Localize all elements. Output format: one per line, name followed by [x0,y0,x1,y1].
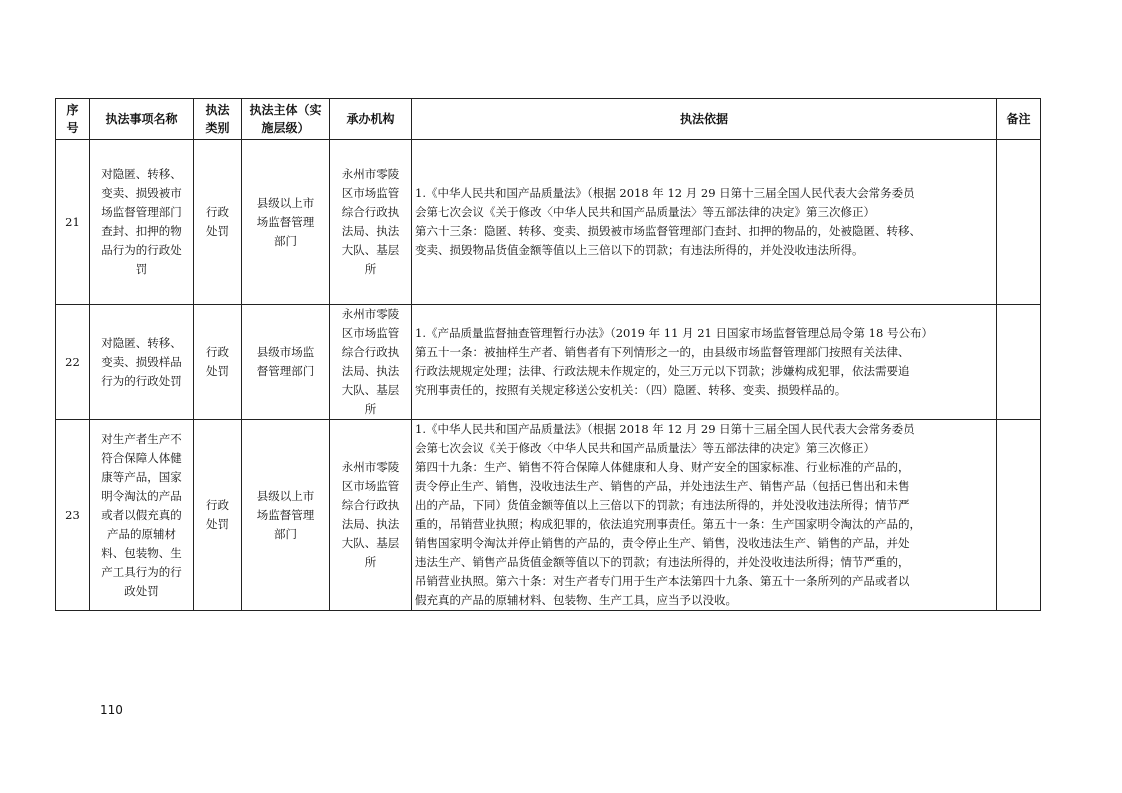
row-note [997,305,1041,420]
basis-line: 会第七次会议《关于修改〈中华人民共和国产品质量法〉等五部法律的决定》第三次修正） [415,441,875,455]
row-category: 行政处罚 [194,420,242,611]
basis-line: 究刑事责任的，按照有关规定移送公安机关：（四）隐匿、转移、变卖、损毁样品的。 [415,383,847,397]
basis-line: 1.《中华人民共和国产品质量法》（根据 2018 年 12 月 29 日第十三届全国人民代表大会常务委员 [415,422,915,436]
basis-line: 1.《中华人民共和国产品质量法》（根据 2018 年 12 月 29 日第十三届全国人民代表大会常务委员 [415,186,915,200]
page-number: 110 [100,703,123,717]
row-no: 23 [56,420,90,611]
header-category: 执法类别 [194,99,242,140]
row-basis [412,140,997,305]
table-row [56,140,1041,305]
basis-line: 销售国家明令淘汰并停止销售的产品的，责令停止生产、销售，没收违法生产、销售的产品，并处 [415,536,910,550]
row-note [997,420,1041,611]
law-enforcement-table [55,98,1041,611]
basis-line: 第六十三条：隐匿、转移、变卖、损毁被市场监督管理部门查封、扣押的物品的，处被隐匿、转移、 [415,224,921,238]
table-row [56,305,1041,420]
row-no: 22 [56,305,90,420]
row-item-name: 对生产者生产不符合保障人体健康等产品，国家明令淘汰的产品或者以假充真的产品的原辅材料、包装物、生产工具行为的行政处罚 [90,420,194,611]
row-agency: 永州市零陵区市场监管综合行政执法局、执法大队、基层所 [330,140,412,305]
row-item-name: 对隐匿、转移、变卖、损毁被市场监督管理部门查封、扣押的物品行为的行政处罚 [90,140,194,305]
basis-line: 第四十九条：生产、销售不符合保障人体健康和人身、财产安全的国家标准、行业标准的产品的， [415,460,910,474]
header-subject: 执法主体（实施层级） [242,99,330,140]
basis-line: 会第七次会议《关于修改〈中华人民共和国产品质量法〉等五部法律的决定》第三次修正） [415,205,875,219]
row-agency: 永州市零陵区市场监管综合行政执法局、执法大队、基层所 [330,420,412,611]
row-category: 行政处罚 [194,305,242,420]
table-header-row [56,99,1041,140]
row-subject: 县级以上市场监督管理部门 [242,420,330,611]
basis-line: 假充真的产品的原辅材料、包装物、生产工具，应当予以没收。 [415,593,737,607]
basis-line: 1.《产品质量监督抽查管理暂行办法》（2019 年 11 月 21 日国家市场监督管理总局令第 18 号公布） [415,326,933,340]
header-agency: 承办机构 [330,99,412,140]
basis-line: 吊销营业执照。第六十条：对生产者专门用于生产本法第四十九条、第五十一条所列的产品或者以 [415,574,910,588]
row-item-name: 对隐匿、转移、变卖、损毁样品行为的行政处罚 [90,305,194,420]
row-agency: 永州市零陵区市场监管综合行政执法局、执法大队、基层所 [330,305,412,420]
basis-line: 重的，吊销营业执照；构成犯罪的，依法追究刑事责任。第五十一条：生产国家明令淘汰的产品的， [415,517,921,531]
row-category: 行政处罚 [194,140,242,305]
table-row [56,420,1041,611]
header-basis: 执法依据 [412,99,997,140]
basis-line: 行政法规规定处理；法律、行政法规未作规定的，处三万元以下罚款；涉嫌构成犯罪，依法需要追 [415,364,910,378]
basis-line: 违法生产、销售产品货值金额等值以下的罚款；有违法所得的，并处没收违法所得；情节严重的， [415,555,910,569]
row-note [997,140,1041,305]
basis-line: 责令停止生产、销售，没收违法生产、销售的产品，并处违法生产、销售产品（包括已售出和未售 [415,479,910,493]
basis-line: 变卖、损毁物品货值金额等值以上三倍以下的罚款；有违法所得的，并处没收违法所得。 [415,243,864,257]
row-subject: 县级市场监督管理部门 [242,305,330,420]
basis-line: 出的产品，下同）货值金额等值以上三倍以下的罚款；有违法所得的，并处没收违法所得；情节严 [415,498,910,512]
row-basis [412,420,997,611]
row-subject: 县级以上市场监督管理部门 [242,140,330,305]
header-no: 序号 [56,99,90,140]
basis-line: 第五十一条：被抽样生产者、销售者有下列情形之一的，由县级市场监督管理部门按照有关法律、 [415,345,910,359]
header-item-name: 执法事项名称 [90,99,194,140]
header-note: 备注 [997,99,1041,140]
row-basis [412,305,997,420]
row-no: 21 [56,140,90,305]
